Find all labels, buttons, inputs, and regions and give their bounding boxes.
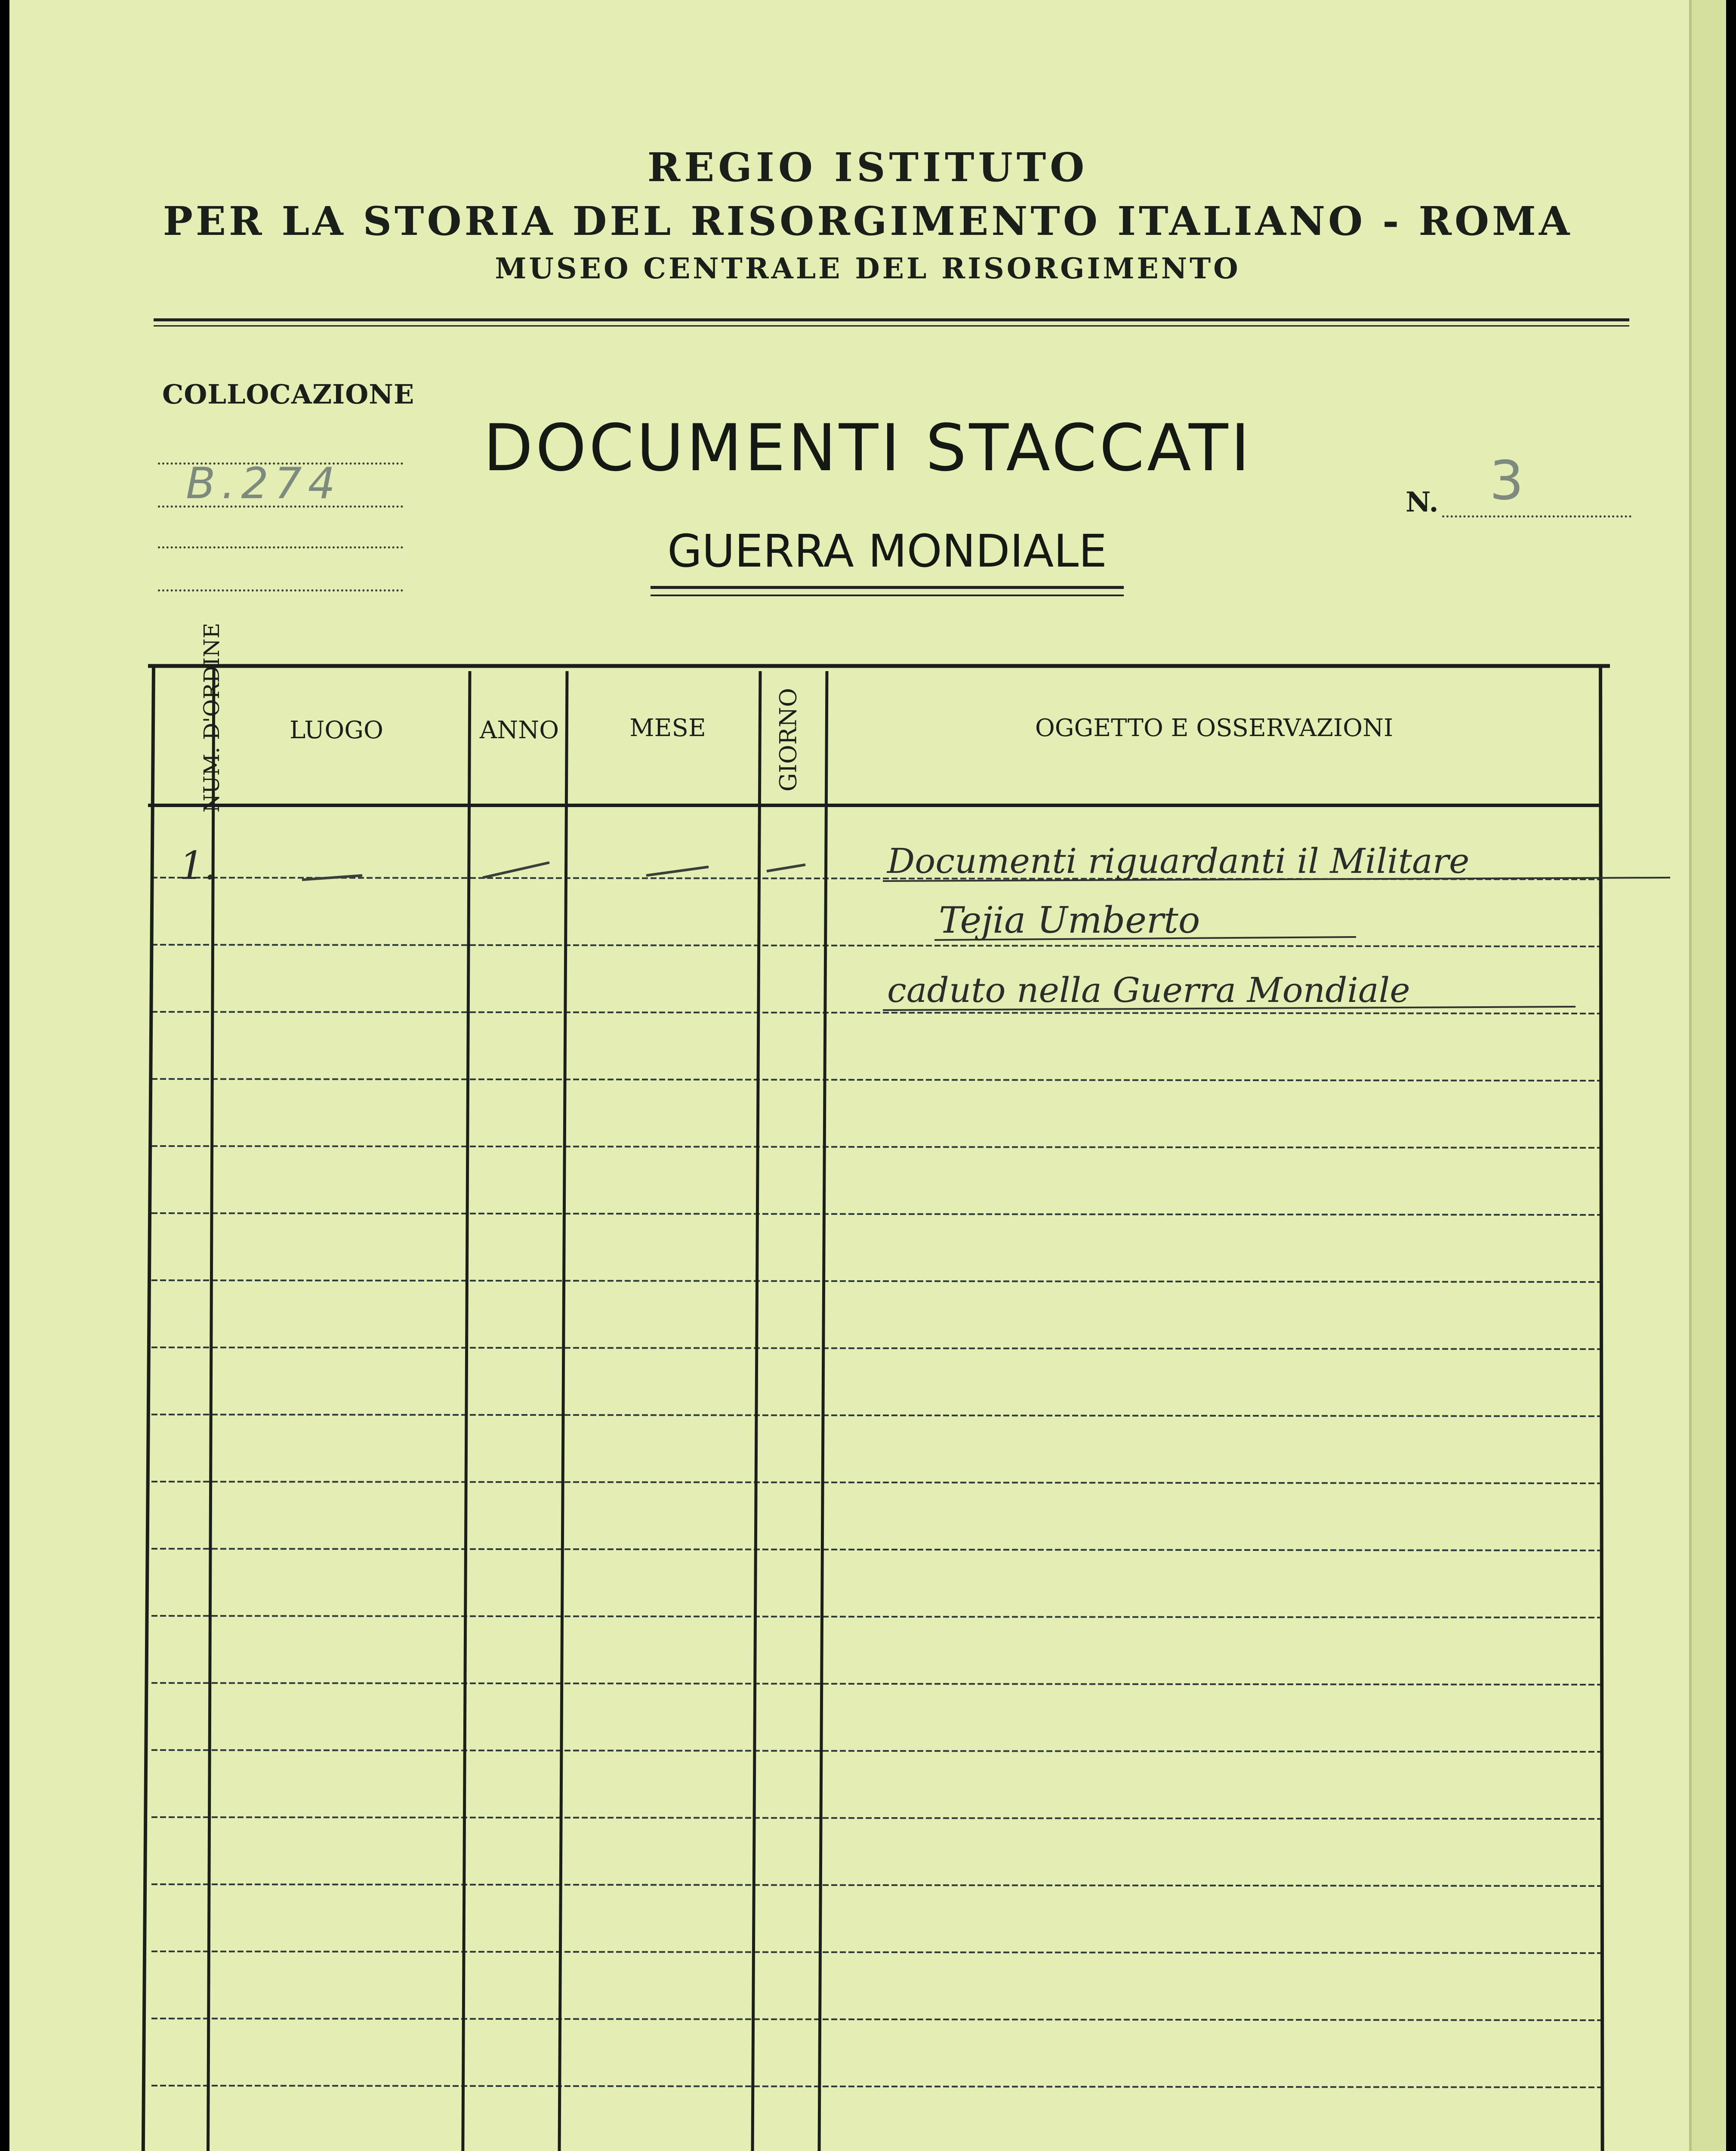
ledger-row-line [151, 1213, 1601, 1215]
ledger-row-line [151, 1616, 1601, 1618]
ledger-rows [151, 878, 1601, 2151]
museum-name: MUSEO CENTRALE DEL RISORGIMENTO [495, 252, 1241, 285]
column-header-oggetto: OGGETTO E OSSERVAZIONI [1035, 714, 1394, 742]
number-label: N. [1406, 486, 1439, 518]
ledger-row-line [151, 1951, 1601, 1953]
ledger-row-line [151, 1683, 1601, 1685]
entry-oggetto-line-1: Documenti riguardanti il Militare [887, 841, 1470, 881]
collocazione-label: COLLOCAZIONE [162, 379, 415, 410]
ledger-row-line [151, 1012, 1601, 1014]
ledger-row-line [151, 1884, 1601, 1886]
column-header-anno: ANNO [479, 716, 559, 744]
ledger-row-line [151, 1280, 1601, 1282]
column-header-luogo: LUOGO [290, 716, 383, 744]
number-value: 3 [1489, 450, 1524, 512]
ledger-table [9, 0, 1726, 2151]
column-line-anno [558, 671, 567, 2151]
anno-dash [483, 863, 549, 878]
column-header-mese: MESE [629, 714, 706, 742]
column-line-giorno [818, 671, 827, 2151]
ledger-row-line [151, 1414, 1601, 1416]
ledger-row-line [151, 1482, 1601, 1483]
ledger-row-line [151, 1347, 1601, 1349]
document-title: DOCUMENTI STACCATI [483, 411, 1252, 486]
institution-name: REGIO ISTITUTO [647, 144, 1088, 191]
entry-oggetto-line-2: Tejia Umberto [939, 899, 1200, 941]
column-line-mese [752, 671, 760, 2151]
entry-oggetto-line-3: caduto nella Guerra Mondiale [887, 970, 1410, 1010]
document-sheet [9, 0, 1726, 2151]
ledger-row-line [151, 1079, 1601, 1081]
table-right-border [1600, 666, 1603, 2151]
mese-dash [646, 867, 709, 875]
ledger-row-line [151, 1146, 1601, 1148]
table-left-border [142, 666, 154, 2151]
ledger-row-line [151, 1817, 1601, 1819]
ledger-row-line [151, 945, 1601, 946]
document-subtitle: GUERRA MONDIALE [667, 525, 1107, 577]
ledger-row-line [151, 2086, 1601, 2087]
ledger-row-line [151, 1750, 1601, 1752]
ledger-row-line [151, 2018, 1601, 2020]
collocazione-value: B.274 [186, 458, 342, 508]
institution-subtitle: PER LA STORIA DEL RISORGIMENTO ITALIANO - ROMA [163, 198, 1573, 244]
column-line-num [207, 666, 214, 2151]
entry-num: 1. [179, 843, 216, 888]
column-line-luogo [462, 671, 470, 2151]
column-header-giorno: GIORNO [774, 688, 802, 792]
ledger-row-line [151, 1549, 1601, 1550]
column-header-num: NUM. D'ORDINE [199, 622, 224, 813]
giorno-dash [767, 865, 805, 871]
